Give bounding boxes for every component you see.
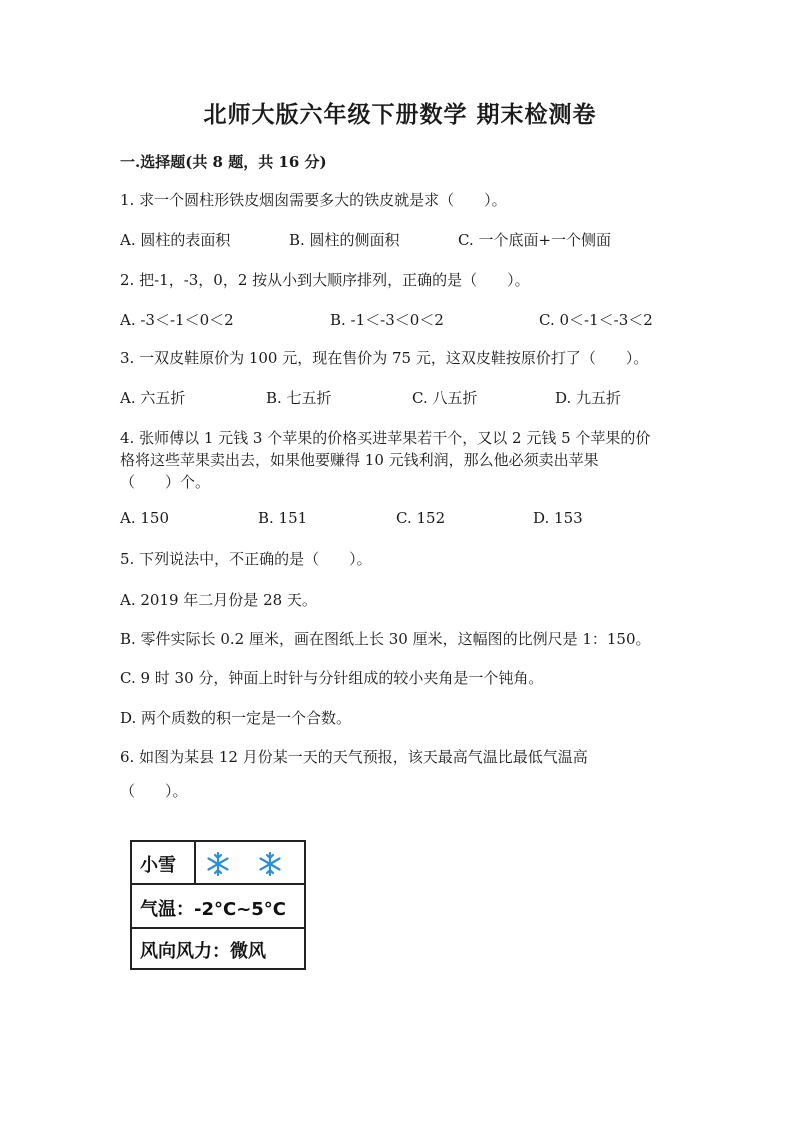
question-5-stem: 5. 下列说法中，不正确的是（ ）。 bbox=[120, 550, 372, 568]
question-3-option-d: D. 九五折 bbox=[555, 389, 622, 407]
weather-condition-label: 小雪 bbox=[140, 855, 176, 876]
question-4-line-3: （ ）个。 bbox=[120, 473, 211, 491]
question-3-stem: 3. 一双皮鞋原价为 100 元，现在售价为 75 元，这双皮鞋按原价打了（ ）。 bbox=[120, 349, 649, 367]
question-4-option-d: D. 153 bbox=[533, 509, 583, 527]
question-2-option-c: C. 0＜-1＜-3＜2 bbox=[539, 311, 653, 329]
weather-row-temperature bbox=[132, 885, 304, 929]
question-4-line-1: 4. 张师傅以 1 元钱 3 个苹果的价格买进苹果若干个，又以 2 元钱 5 个苹果的价 bbox=[120, 429, 651, 447]
question-4-line-2: 格将这些苹果卖出去，如果他要赚得 10 元钱利润，那么他必须卖出苹果 bbox=[120, 451, 599, 469]
question-4-option-b: B. 151 bbox=[258, 509, 308, 527]
question-5-option-a: A. 2019 年二月份是 28 天。 bbox=[120, 591, 317, 609]
page-title: 北师大版六年级下册数学 期末检测卷 bbox=[203, 101, 597, 128]
question-3-option-b: B. 七五折 bbox=[266, 389, 332, 407]
question-4-option-c: C. 152 bbox=[396, 509, 446, 527]
weather-wind: 风向风力：微风 bbox=[140, 941, 266, 962]
question-2-stem: 2. 把-1，-3，0，2 按从小到大顺序排列，正确的是（ ）。 bbox=[120, 271, 530, 289]
weather-divider bbox=[194, 842, 196, 883]
question-6-line-2: （ ）。 bbox=[120, 782, 188, 800]
question-4-option-a: A. 150 bbox=[120, 509, 169, 527]
snowflake-icon bbox=[204, 850, 232, 878]
question-1-option-c: C. 一个底面+一个侧面 bbox=[458, 231, 612, 249]
question-1-stem: 1. 求一个圆柱形铁皮烟囱需要多大的铁皮就是求（ ）。 bbox=[120, 191, 507, 209]
question-5-option-b: B. 零件实际长 0.2 厘米，画在图纸上长 30 厘米，这幅图的比例尺是 1：150。 bbox=[120, 630, 651, 648]
weather-temperature: 气温：-2°C~5°C bbox=[140, 899, 287, 920]
question-3-option-c: C. 八五折 bbox=[412, 389, 478, 407]
question-2-option-b: B. -1＜-3＜0＜2 bbox=[330, 311, 444, 329]
question-5-option-d: D. 两个质数的积一定是一个合数。 bbox=[120, 709, 352, 727]
question-3-option-a: A. 六五折 bbox=[120, 389, 186, 407]
question-1-option-b: B. 圆柱的侧面积 bbox=[289, 231, 400, 249]
weather-forecast-card bbox=[130, 840, 306, 970]
weather-row-wind bbox=[132, 929, 304, 968]
section-heading: 一.选择题(共 8 题，共 16 分) bbox=[120, 153, 327, 171]
question-6-line-1: 6. 如图为某县 12 月份某一天的天气预报，该天最高气温比最低气温高 bbox=[120, 748, 588, 766]
question-1-option-a: A. 圆柱的表面积 bbox=[120, 231, 231, 249]
snowflake-icon bbox=[256, 850, 284, 878]
question-5-option-c: C. 9 时 30 分，钟面上时针与分针组成的较小夹角是一个钝角。 bbox=[120, 669, 544, 687]
question-2-option-a: A. -3＜-1＜0＜2 bbox=[120, 311, 234, 329]
weather-row-condition bbox=[132, 842, 304, 885]
